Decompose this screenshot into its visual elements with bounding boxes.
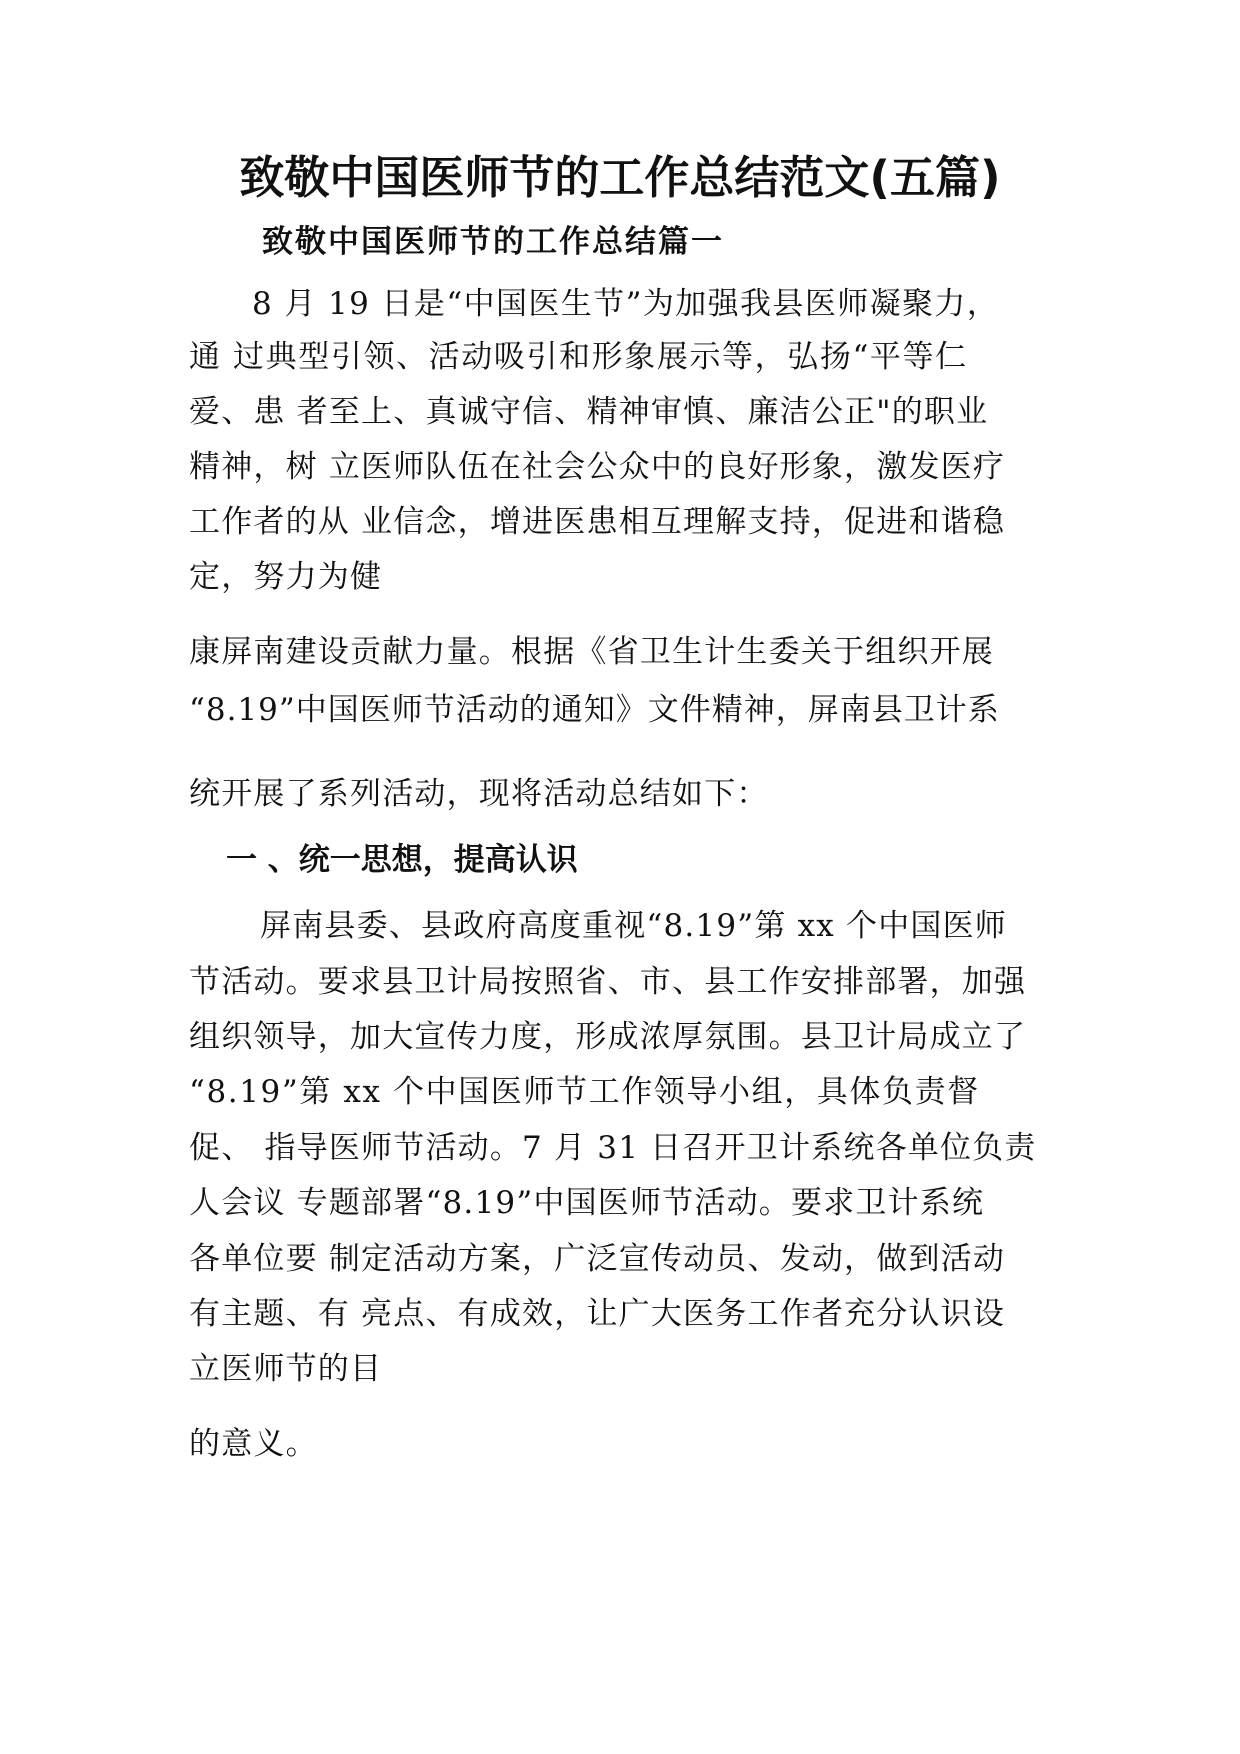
paragraph-2-line-2: “8.19”中国医师节活动的通知》文件精神，屏南县卫计系 [189,692,1000,728]
paragraph-5: 的意义。 [189,1426,318,1462]
paragraph-4-line-7: 各单位要 制定活动方案，广泛宣传动员、发动，做到活动 [189,1241,1006,1277]
paragraph-4-line-4: “8.19”第 xx 个中国医师节工作领导小组，具体负责督 [189,1074,980,1110]
paragraph-1-line-5: 工作者的从 业信念，增进医患相互理解支持，促进和谐稳 [189,504,1006,540]
paragraph-1-line-2: 通 过典型引领、活动吸引和形象展示等，弘扬“平等仁 [189,339,968,375]
paragraph-4-line-6: 人会议 专题部署“8.19”中国医师节活动。要求卫计系统 [189,1185,985,1221]
paragraph-3: 统开展了系列活动，现将活动总结如下： [189,776,769,812]
paragraph-1-line-3: 爱、患 者至上、真诚守信、精神审慎、廉洁公正"的职业 [189,394,989,430]
document-subtitle: 致敬中国医师节的工作总结篇一 [262,224,724,260]
paragraph-1-line-6: 定，努力为健 [189,559,383,595]
paragraph-4-line-9: 立医师节的目 [189,1351,383,1387]
paragraph-1-line-1: 8 月 19 日是“中国医生节”为加强我县医师凝聚力， [252,286,1000,322]
paragraph-4-line-3: 组织领导，加大宣传力度，形成浓厚氛围。县卫计局成立了 [189,1019,1027,1055]
paragraph-1-line-4: 精神，树 立医师队伍在社会公众中的良好形象，激发医疗 [189,449,1006,485]
paragraph-4-line-1: 屏南县委、县政府高度重视“8.19”第 xx 个中国医师 [260,908,1007,944]
paragraph-4-line-2: 节活动。要求县卫计局按照省、市、县工作安排部署，加强 [189,964,1027,1000]
paragraph-4-line-5: 促、 指导医师节活动。7 月 31 日召开卫计系统各单位负责 [189,1130,1037,1166]
paragraph-4-line-8: 有主题、有 亮点、有成效，让广大医务工作者充分认识设 [189,1296,1006,1332]
section-1-heading: 一 、统一思想，提高认识 [226,842,578,878]
document-title: 致敬中国医师节的工作总结范文(五篇) [239,151,1001,204]
paragraph-2-line-1: 康屏南建设贡献力量。根据《省卫生计生委关于组织开展 [189,634,994,670]
